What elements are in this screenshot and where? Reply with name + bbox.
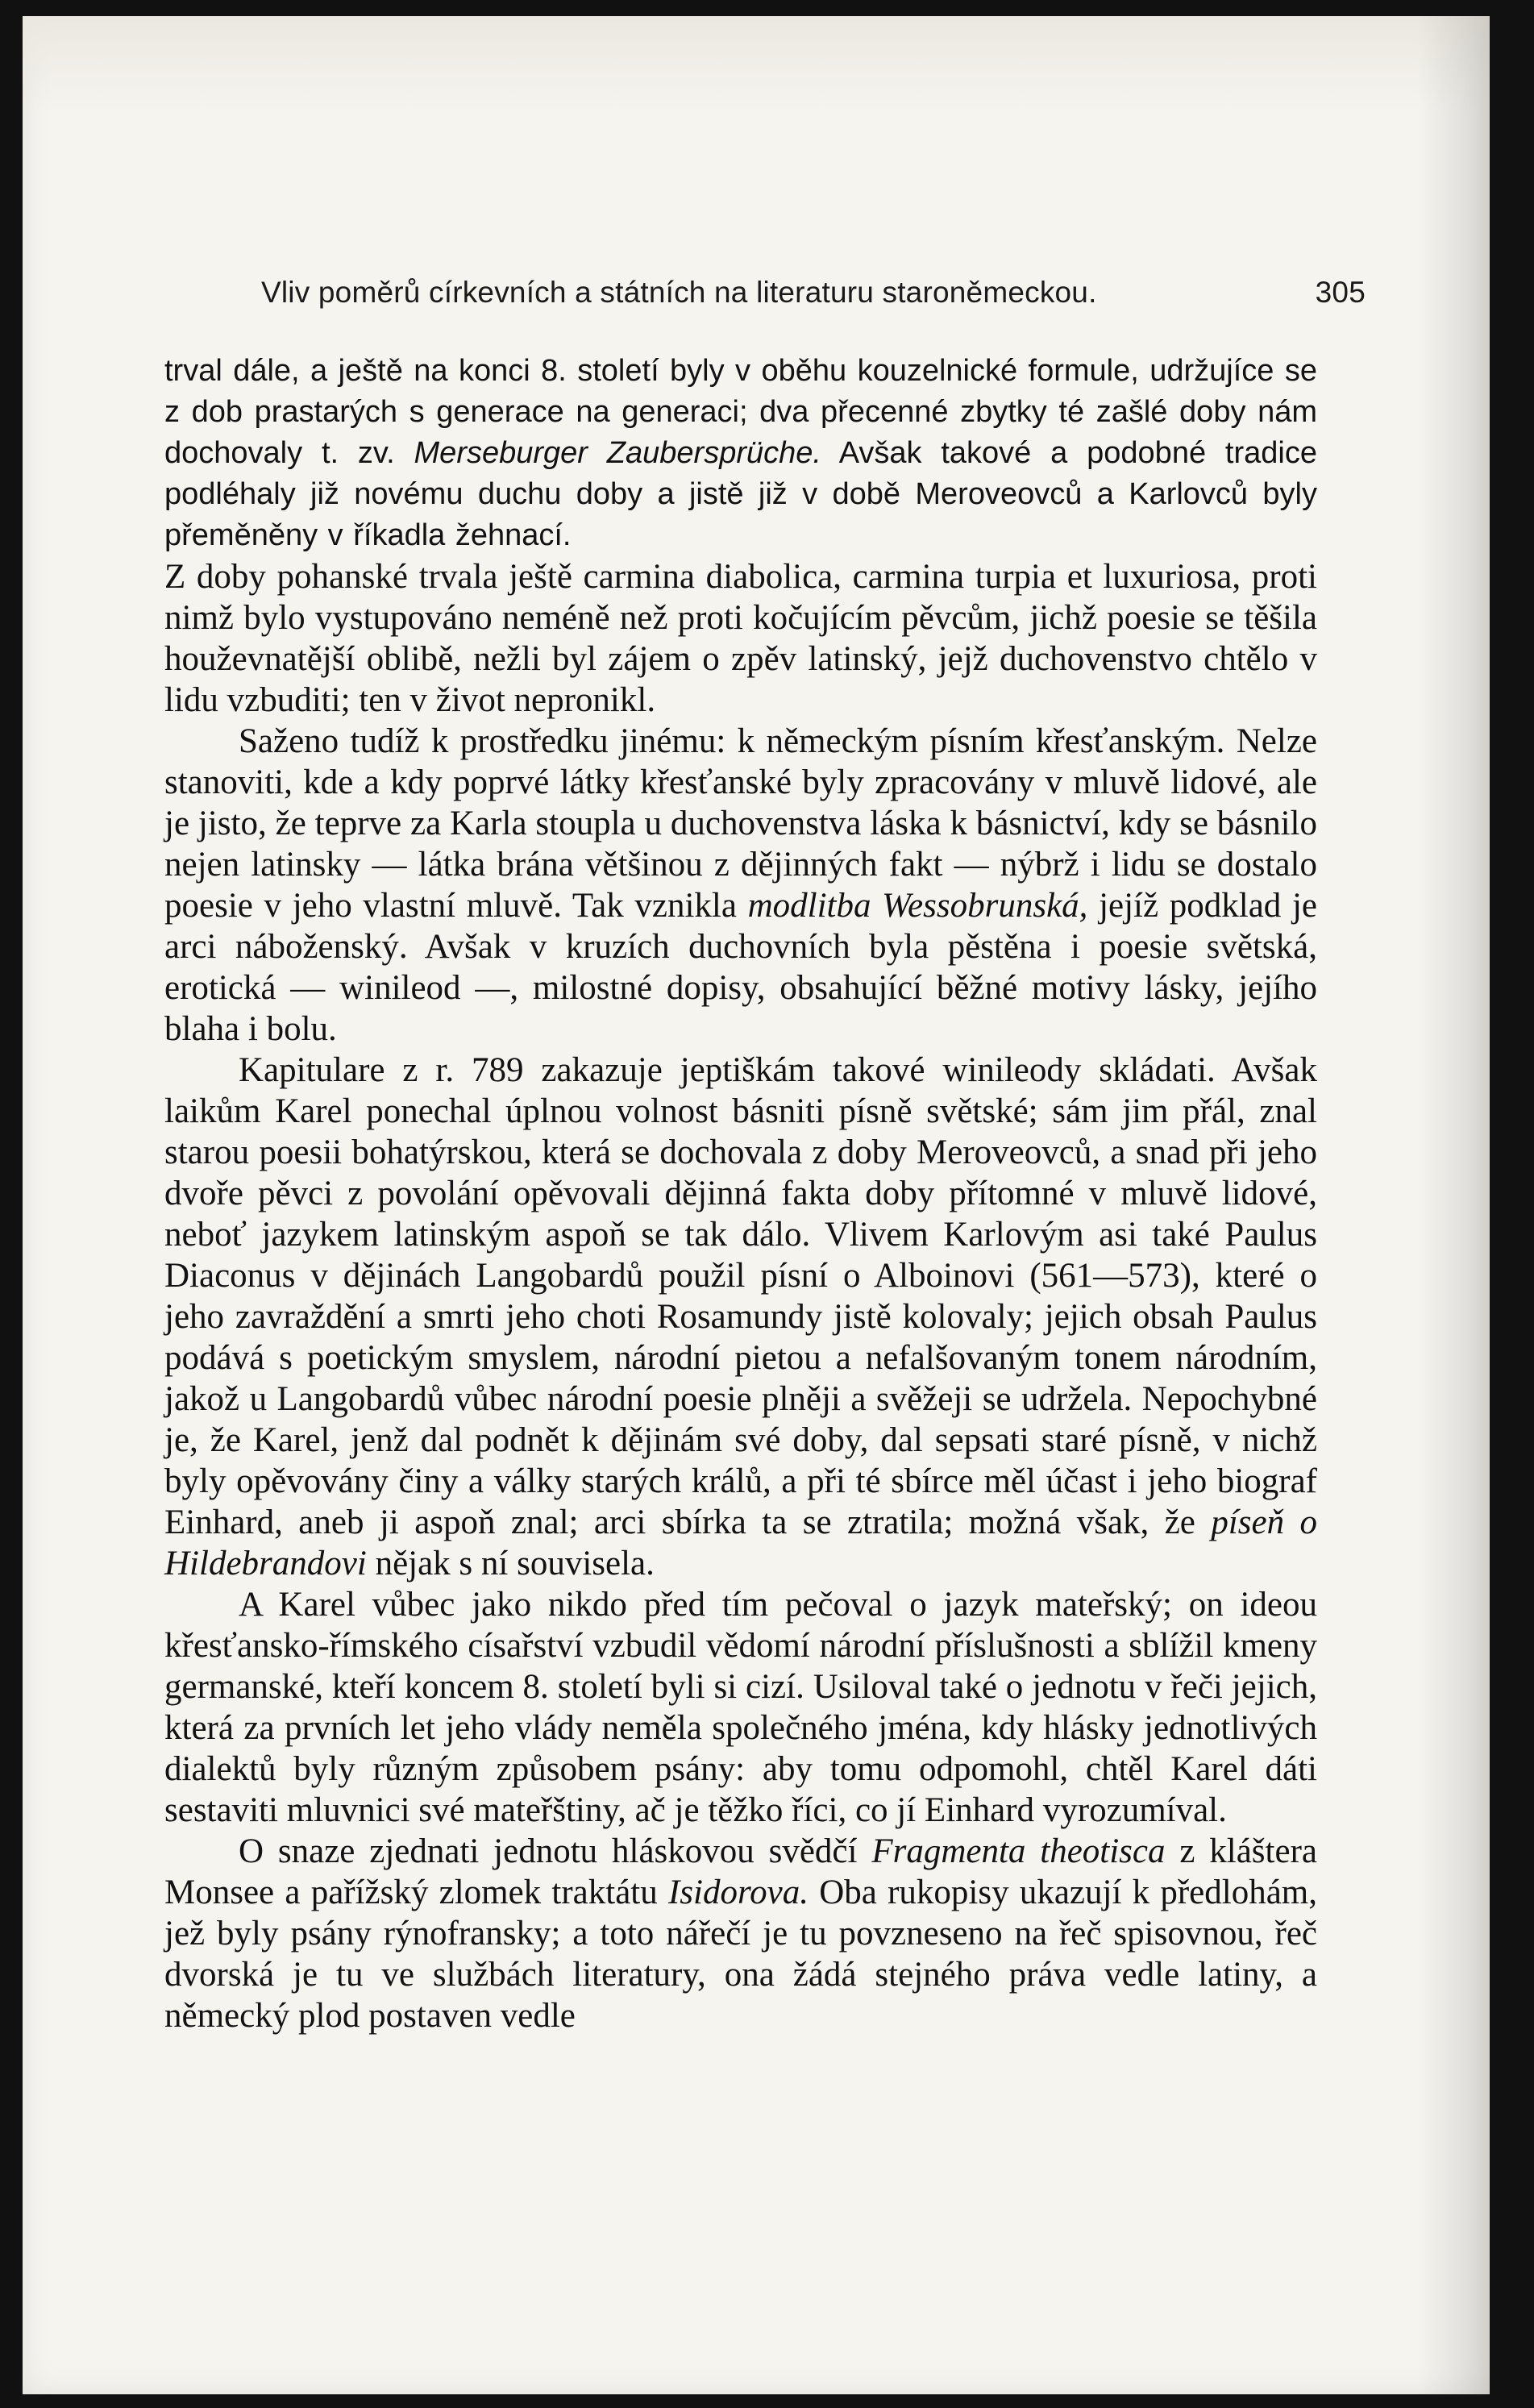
p6-text-a: O snaze zjednati jednotu hláskovou svědčí: [239, 1832, 872, 1870]
p3-text-a: Saženo tudíž k prostředku jinému: k německým písním křesťanským.: [239, 722, 1225, 760]
p1-text-c: Avšak takové a podobné tradice podléhaly již novému duchu doby a jistě již v době Meroveovců a Karlovců byly přeměněny v říkadla žehnací.: [164, 436, 1317, 552]
p6-text-e: Oba rukopisy ukazují k předlohám, jež byly psány rýnofransky; a toto nářečí je tu povzneseno na řeč spisovnou, řeč dvorská je tu ve službách literatury, ona žádá stejného práva vedle latiny, a německý plod postaven vedle: [164, 1874, 1317, 2035]
book-page: [23, 16, 1490, 2394]
p6-text-c: z kláštera Monsee a pařížský zlomek traktátu: [164, 1832, 1317, 1911]
p5-text-a: A Karel vůbec jako nikdo před tím pečoval o jazyk mateřský; on ideou křesťansko-římského císařství vzbudil vědomí národní příslušnosti a sblížil kmeny germanské, kteří koncem 8. století byli si cizí. Usiloval také o jednotu v řeči jejich, která za prvních let jeho vlády neměla společného jména, kdy hlásky jednotlivých dialektů byly různým způsobem psány: aby tomu odpomohl, chtěl Karel dáti sestaviti mluvnici své mateřštiny, ač je těžko říci, co jí Einhard vyrozumíval.: [164, 1586, 1317, 1829]
page-number: 305: [1315, 276, 1366, 309]
running-head: [261, 276, 1366, 310]
p3-text-d: jejíž podklad je arci náboženský. Avšak v kruzích duchovních byla pěstěna i poesie světská, erotická — winileod —, milostné dopisy, obsahující běžné motivy lásky, jejího blaha i bolu.: [164, 887, 1317, 1048]
p3-text-b: Nelze stanoviti, kde a kdy poprvé látky křesťanské byly zpracovány v mluvě lidové, ale je jisto, že teprve za Karla stoupla u duchovenstva láska k básnictví, kdy se básnilo nejen latinsky — látka brána většinou z dějinných fakt — nýbrž i lidu se dostalo poesie v jeho vlastní mluvě. Tak vznikla: [164, 722, 1317, 925]
p4-title-hildebrand: píseň o Hildebrandovi: [164, 1503, 1317, 1582]
p1-text-a: trval dále, a ještě na konci 8. století byly v oběhu kouzelnické formule, udržujíce se z dob prastarých s generace na generaci; dva přecenné zbytky té zašlé doby nám dochovaly t. zv.: [164, 354, 1317, 470]
body-text: [164, 351, 1317, 2036]
page-edge-shadow: [1417, 16, 1490, 2394]
p2-text-a: Z doby pohanské trvala ještě carmina diabolica, carmina turpia et luxuriosa, proti nimž bylo vystupováno neméně než proti kočujícím pěvcům, jichž poesie se těšila houževnatější oblibě, nežli byl zájem o zpěv latinský, jejž duchovenstvo chtělo v lidu vzbuditi; ten v život nepronikl.: [164, 558, 1317, 719]
p4-text-c: nějak s ní souvisela.: [366, 1545, 655, 1582]
paragraph-1: [164, 351, 1317, 556]
p4-text-a: Kapitulare z r. 789 zakazuje jeptiškám takové winileody skládati. Avšak laikům Karel ponechal úplnou volnost básniti písně světské; sám jim přál, znal starou poesii bohatýrskou, která se dochovala z doby Meroveovců, a snad při jeho dvoře pěvci z povolání opěvovali dějinná fakta doby přítomné v mluvě lidové, neboť jazykem latinským aspoň se tak dálo. Vlivem Karlovým asi také Paulus Diaconus v dějinách Langobardů použil písní o Alboinovi (561—573), které o jeho zavraždění a smrti jeho choti Rosamundy jistě kolovaly; jejich obsah Paulus podává s poetickým smyslem, národní pietou a nefalšovaným tonem národním, jakož u Langobardů vůbec národní poesie plněji a svěžeji se udržela. Nepochybné je, že Karel, jenž dal podnět k dějinám své doby, dal sepsati staré písně, v nichž byly opěvovány činy a války starých králů, a při té sbírce měl účast i jeho biograf Einhard, aneb ji aspoň znal; arci sbírka ta se ztratila; možná však, že: [164, 1051, 1317, 1541]
paragraph-6: [164, 1831, 1317, 2036]
p6-title-fragmenta: Fragmenta theotisca: [871, 1832, 1166, 1870]
paragraph-5: [164, 1584, 1317, 1831]
paragraph-3: [164, 721, 1317, 1050]
paragraph-2: [164, 556, 1317, 721]
p1-title-merseburger: Merseburger Zaubersprüche.: [414, 436, 821, 470]
p3-title-wessobrunn: modlitba Wessobrunská,: [747, 887, 1088, 925]
p6-title-isidor: Isidorova.: [667, 1874, 809, 1911]
paragraph-4: [164, 1050, 1317, 1584]
running-title: Vliv poměrů církevních a státních na literaturu staroněmeckou.: [261, 276, 1097, 309]
